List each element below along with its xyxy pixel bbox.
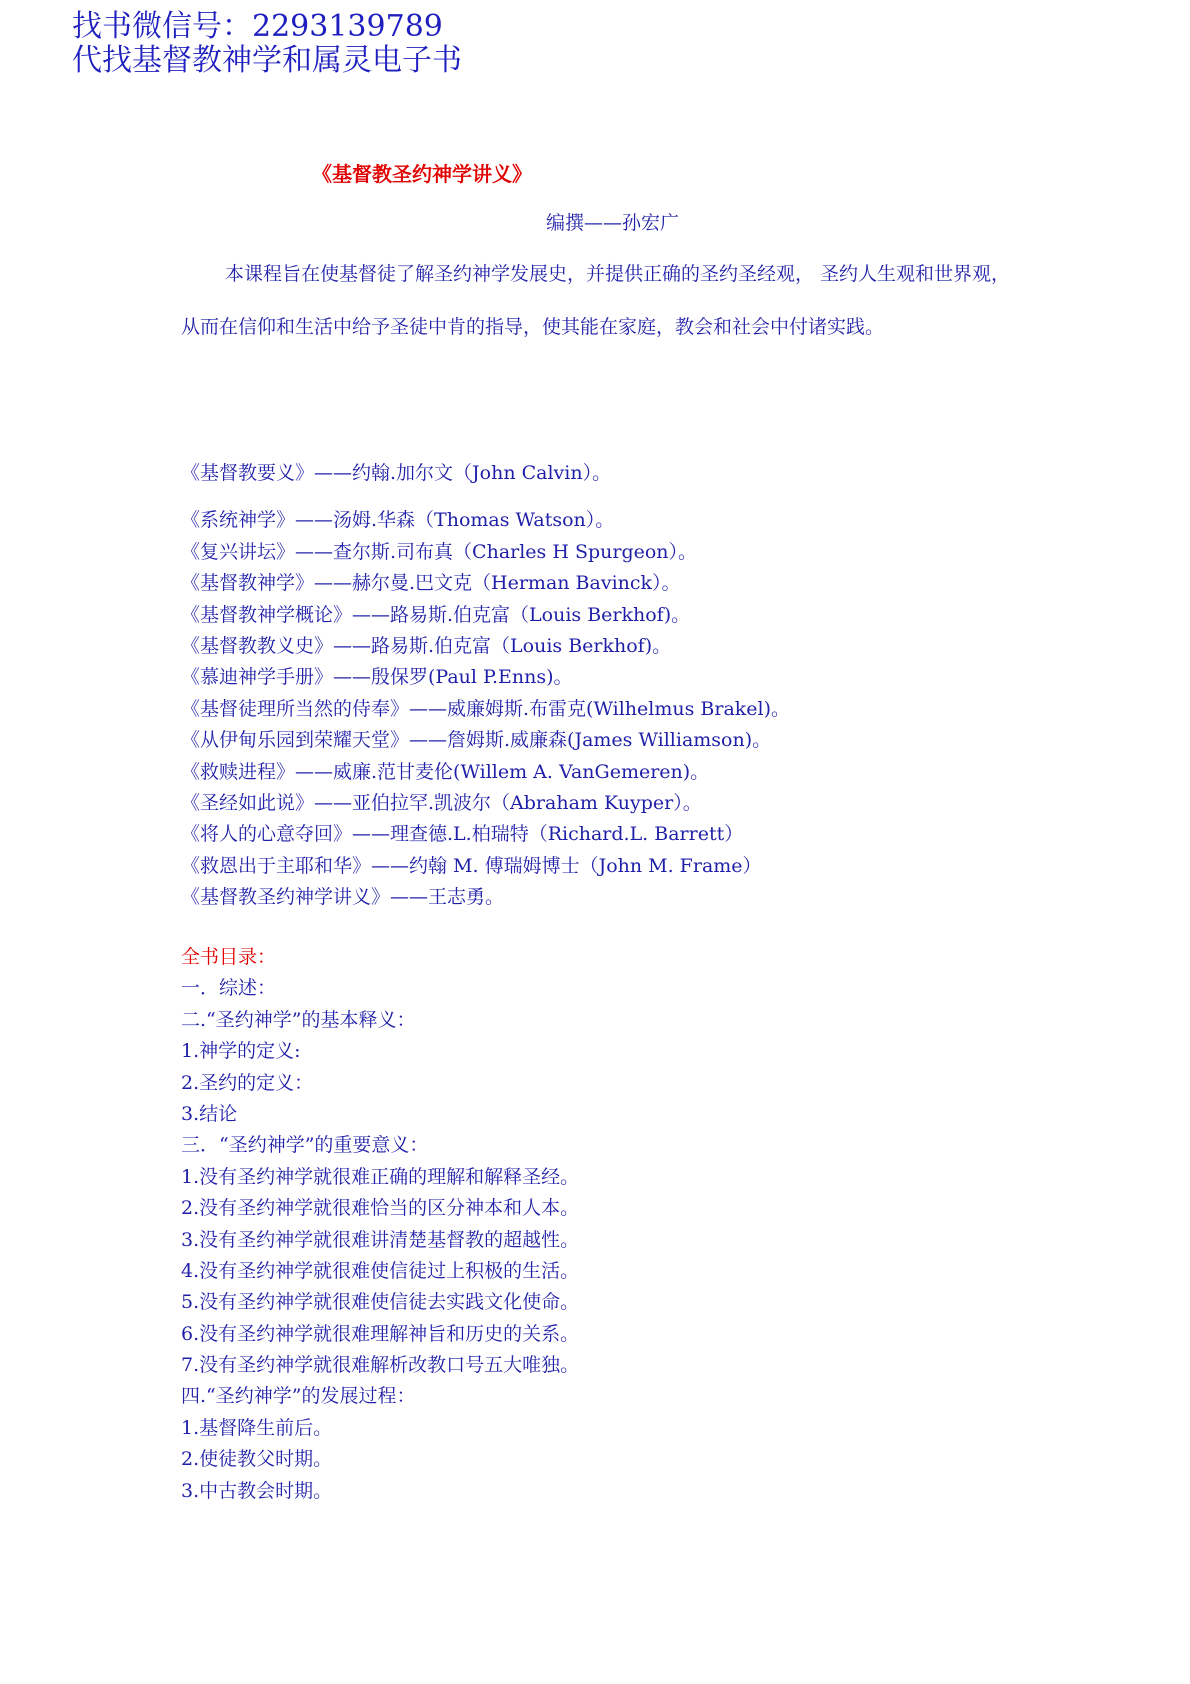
toc-item: 6.没有圣约神学就很难理解神旨和历史的关系。 xyxy=(181,1322,580,1345)
watermark-line-2: 代找基督教神学和属灵电子书 xyxy=(72,43,462,78)
watermark-line-1: 找书微信号：2293139789 xyxy=(72,9,443,44)
toc-item: 1.神学的定义: xyxy=(181,1040,301,1063)
toc-item: 4.没有圣约神学就很难使信徒过上积极的生活。 xyxy=(181,1259,580,1282)
reference-item: 《基督教圣约神学讲义》——王志勇。 xyxy=(181,886,505,909)
intro-paragraph: 本课程旨在使基督徒了解圣约神学发展史，并提供正确的圣约圣经观， 圣约人生观和世界观，从而在信仰和生活中给予圣徒中肯的指导，使其能在家庭，教会和社会中付诸实践。 xyxy=(181,263,1011,338)
toc-heading: 全书目录： xyxy=(181,946,277,968)
reference-item: 《基督教要义》——约翰.加尔文（John Calvin）。 xyxy=(181,462,612,484)
toc-item: 二.“圣约神学”的基本释义： xyxy=(181,1008,416,1031)
toc-item: 5.没有圣约神学就很难使信徒去实践文化使命。 xyxy=(181,1291,580,1314)
reference-item: 《将人的心意夺回》——理查德.L.柏瑞特（Richard.L. Barrett） xyxy=(181,823,744,846)
reference-item: 《救恩出于主耶和华》——约翰 M. 傅瑞姆博士（John M. Frame） xyxy=(181,854,762,877)
toc-item: 1.没有圣约神学就很难正确的理解和解释圣经。 xyxy=(181,1165,580,1188)
reference-list xyxy=(181,458,790,913)
toc-item: 一．综述： xyxy=(181,977,277,1000)
toc-item: 3.中古教会时期。 xyxy=(181,1479,333,1502)
reference-item: 《基督教神学概论》——路易斯.伯克富（Louis Berkhof)。 xyxy=(181,603,691,626)
toc-item: 1.基督降生前后。 xyxy=(181,1416,333,1439)
reference-item: 《系统神学》——汤姆.华森（Thomas Watson）。 xyxy=(181,509,615,532)
reference-item: 《圣经如此说》——亚伯拉罕.凯波尔（Abraham Kuyper）。 xyxy=(181,791,702,814)
toc-item: 2.使徒教父时期。 xyxy=(181,1448,333,1471)
toc-item: 3.结论 xyxy=(181,1102,238,1125)
document-author: 编撰——孙宏广 xyxy=(546,212,680,234)
reference-item: 《从伊甸乐园到荣耀天堂》——詹姆斯.威廉森(James Williamson)。 xyxy=(181,729,772,752)
toc-item: 7.没有圣约神学就很难解析改教口号五大唯独。 xyxy=(181,1354,580,1377)
reference-item: 《基督教教义史》——路易斯.伯克富（Louis Berkhof)。 xyxy=(181,634,672,657)
table-of-contents xyxy=(181,942,579,1507)
reference-item: 《基督教神学》——赫尔曼.巴文克（Herman Bavinck）。 xyxy=(181,572,681,595)
watermark xyxy=(72,10,462,78)
toc-item: 三．“圣约神学”的重要意义： xyxy=(181,1134,429,1157)
reference-item: 《救赎进程》——威廉.范甘麦伦(Willem A. VanGemeren)。 xyxy=(181,760,710,783)
document-title: 《基督教圣约神学讲义》 xyxy=(312,162,532,186)
toc-item: 四.“圣约神学”的发展过程： xyxy=(181,1385,416,1408)
toc-item: 2.圣约的定义： xyxy=(181,1071,314,1094)
reference-item: 《基督徒理所当然的侍奉》——威廉姆斯.布雷克(Wilhelmus Brakel)。 xyxy=(181,697,791,720)
toc-item: 3.没有圣约神学就很难讲清楚基督教的超越性。 xyxy=(181,1228,580,1251)
reference-item: 《慕迪神学手册》——殷保罗(Paul P.Enns)。 xyxy=(181,666,573,689)
toc-item: 2.没有圣约神学就很难恰当的区分神本和人本。 xyxy=(181,1197,580,1220)
reference-item: 《复兴讲坛》——查尔斯.司布真（Charles H Spurgeon）。 xyxy=(181,540,698,563)
